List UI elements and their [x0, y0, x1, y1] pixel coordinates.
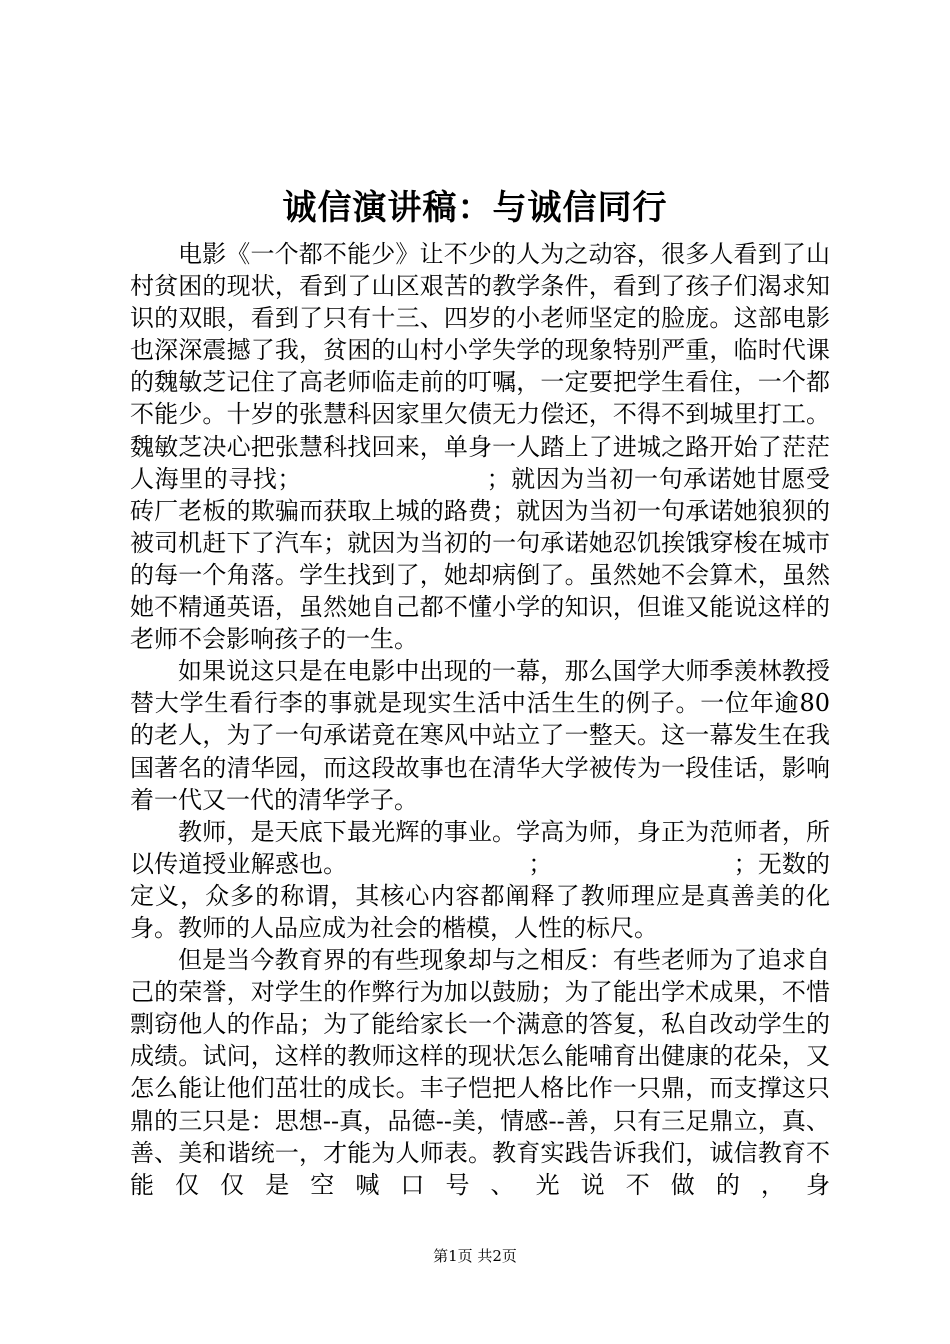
- paragraph-education-issues: 但是当今教育界的有些现象却与之相反：有些老师为了追求自己的荣誉，对学生的作弊行为加以鼓励；为了能出学术成果，不惜剽窃他人的作品；为了能给家长一个满意的答复，私自改动学生的成绩。试问，这样的教师这样的现状怎么能哺育出健康的花朵，又怎么能让他们茁壮的成长。丰子恺把人格比作一只鼎，而支撑这只鼎的三只是：思想--真，品德--美，情感--善，只有三足鼎立，真、善、美和谐统一，才能为人师表。教育实践告诉我们，诚信教育不能仅仅是空喊口号、光说不做的，身: [130, 946, 830, 1199]
- document-title: 诚信演讲稿：与诚信同行: [282, 188, 668, 228]
- paragraph-teacher-definition: 教师，是天底下最光辉的事业。学高为师，身正为范师者，所以传道授业解惑也。 ； ；无数的定义，众多的称谓，其核心内容都阐释了教师理应是真善美的化身。教师的人品应成为社会的楷模，人性的标尺。: [130, 817, 830, 942]
- document-body: [130, 238, 830, 1201]
- page-footer: 第1页 共2页: [433, 1247, 517, 1265]
- paragraph-ji-xianlin: 如果说这只是在电影中出现的一幕，那么国学大师季羡林教授替大学生看行李的事就是现实生活中活生生的例子。一位年逾80的老人，为了一句承诺竟在寒风中站立了一整天。这一幕发生在我国著名的清华园，而这段故事也在清华大学被传为一段佳话，影响着一代又一代的清华学子。: [130, 657, 830, 814]
- paragraph-film-story: 电影《一个都不能少》让不少的人为之动容，很多人看到了山村贫困的现状，看到了山区艰苦的教学条件，看到了孩子们渴求知识的双眼，看到了只有十三、四岁的小老师坚定的脸庞。这部电影也深深震撼了我，贫困的山村小学失学的现象特别严重，临时代课的魏敏芝记住了高老师临走前的叮嘱，一定要把学生看住，一个都不能少。十岁的张慧科因家里欠债无力偿还，不得不到城里打工。魏敏芝决心把张慧科找回来，单身一人踏上了进城之路开始了茫茫人海里的寻找； ；就因为当初一句承诺她甘愿受砖厂老板的欺骗而获取上城的路费；就因为当初一句承诺她狼狈的被司机赶下了汽车；就因为当初的一句承诺她忍饥挨饿穿梭在城市的每一个角落。学生找到了，她却病倒了。虽然她不会算术，虽然她不精通英语，虽然她自己都不懂小学的知识，但谁又能说这样的老师不会影响孩子的一生。: [130, 240, 830, 654]
